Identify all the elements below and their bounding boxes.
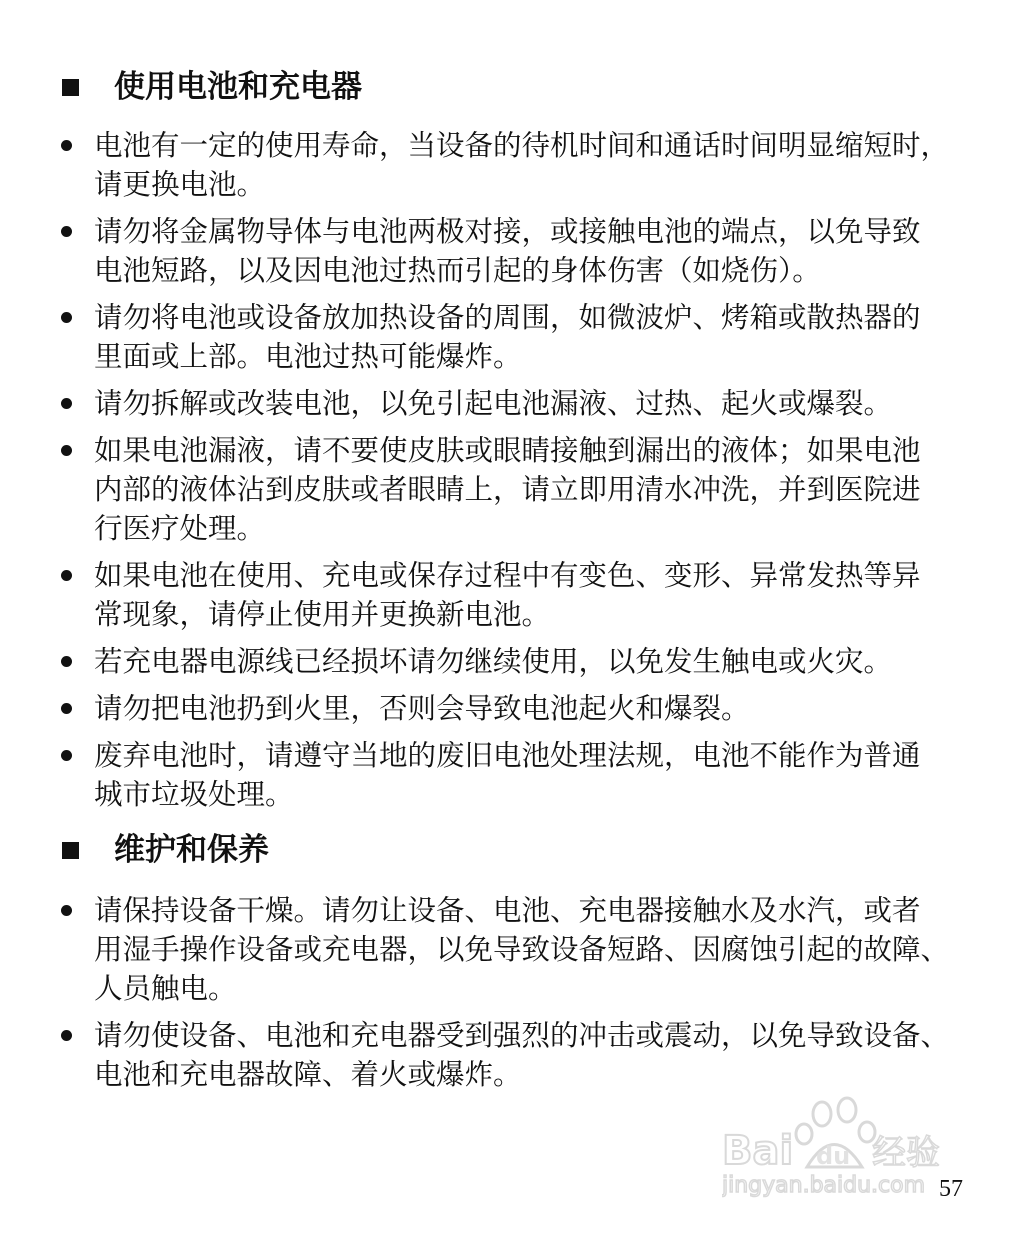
list-item — [60, 556, 970, 634]
list-item-text — [94, 689, 750, 728]
bullet-icon — [61, 570, 72, 581]
bullet-icon — [61, 312, 72, 323]
list-item — [60, 431, 970, 548]
list-item — [60, 1016, 970, 1094]
list-item — [60, 642, 970, 681]
section-title: 维护和保养 — [114, 832, 269, 868]
text-line: 请勿将金属物导体与电池两极对接，或接触电池的端点，以免导致 — [94, 215, 921, 248]
bullet-icon — [61, 1030, 72, 1041]
list-item-text — [94, 298, 921, 376]
text-line: 里面或上部。电池过热可能爆炸。 — [94, 340, 522, 373]
battery-safety-list — [60, 126, 970, 822]
list-item-text — [94, 212, 921, 290]
bullet-icon — [61, 703, 72, 714]
list-item-text — [94, 384, 892, 423]
text-line: 人员触电。 — [94, 972, 237, 1005]
text-line: 常现象，请停止使用并更换新电池。 — [94, 598, 551, 631]
text-line: 废弃电池时，请遵守当地的废旧电池处理法规，电池不能作为普通 — [94, 739, 921, 772]
bullet-icon — [61, 140, 72, 151]
svg-text:jingyan.baidu.com: jingyan.baidu.com — [722, 1173, 926, 1198]
list-item — [60, 736, 970, 814]
text-line: 请勿把电池扔到火里，否则会导致电池起火和爆裂。 — [94, 692, 750, 725]
baidu-watermark-logo — [722, 1092, 962, 1202]
section-title: 使用电池和充电器 — [114, 69, 362, 105]
text-line: 若充电器电源线已经损坏请勿继续使用，以免发生触电或火灾。 — [94, 645, 893, 678]
list-item-text — [94, 736, 921, 814]
bullet-icon — [61, 445, 72, 456]
bullet-icon — [61, 398, 72, 409]
text-line: 电池和充电器故障、着火或爆炸。 — [94, 1058, 522, 1091]
bullet-icon — [61, 656, 72, 667]
page-number: 57 — [939, 1176, 963, 1202]
list-item-text — [94, 642, 892, 681]
list-item — [60, 384, 970, 423]
text-line: 电池有一定的使用寿命，当设备的待机时间和通话时间明显缩短时， — [94, 129, 950, 162]
section-heading — [62, 830, 269, 870]
maintenance-list — [60, 891, 970, 1102]
square-bullet-icon — [62, 842, 79, 859]
text-line: 用湿手操作设备或充电器，以免导致设备短路、因腐蚀引起的故障、 — [94, 933, 950, 966]
text-line: 行医疗处理。 — [94, 512, 266, 545]
text-line: 电池短路，以及因电池过热而引起的身体伤害（如烧伤）。 — [94, 254, 821, 287]
square-bullet-icon — [62, 79, 79, 96]
list-item-text — [94, 1016, 949, 1094]
text-line: 请勿使设备、电池和充电器受到强烈的冲击或震动，以免导致设备、 — [94, 1019, 950, 1052]
list-item — [60, 126, 970, 204]
svg-text:经验: 经验 — [872, 1133, 940, 1173]
text-line: 如果电池漏液，请不要使皮肤或眼睛接触到漏出的液体；如果电池 — [94, 434, 921, 467]
text-line: 内部的液体沾到皮肤或者眼睛上，请立即用清水冲洗，并到医院进 — [94, 473, 921, 506]
text-line: 请更换电池。 — [94, 168, 266, 201]
list-item — [60, 212, 970, 290]
bullet-icon — [61, 750, 72, 761]
list-item — [60, 891, 970, 1008]
list-item-text — [94, 556, 921, 634]
list-item-text — [94, 126, 949, 204]
text-line: 请勿拆解或改装电池，以免引起电池漏液、过热、起火或爆裂。 — [94, 387, 893, 420]
list-item — [60, 298, 970, 376]
svg-text:du: du — [816, 1142, 851, 1170]
list-item-text — [94, 891, 949, 1008]
section-heading — [62, 67, 362, 107]
text-line: 城市垃圾处理。 — [94, 778, 294, 811]
svg-text:Bai: Bai — [722, 1128, 794, 1174]
text-line: 请勿将电池或设备放加热设备的周围，如微波炉、烤箱或散热器的 — [94, 301, 921, 334]
text-line: 请保持设备干燥。请勿让设备、电池、充电器接触水及水汽，或者 — [94, 894, 921, 927]
list-item-text — [94, 431, 921, 548]
text-line: 如果电池在使用、充电或保存过程中有变色、变形、异常发热等异 — [94, 559, 921, 592]
bullet-icon — [61, 226, 72, 237]
list-item — [60, 689, 970, 728]
bullet-icon — [61, 905, 72, 916]
